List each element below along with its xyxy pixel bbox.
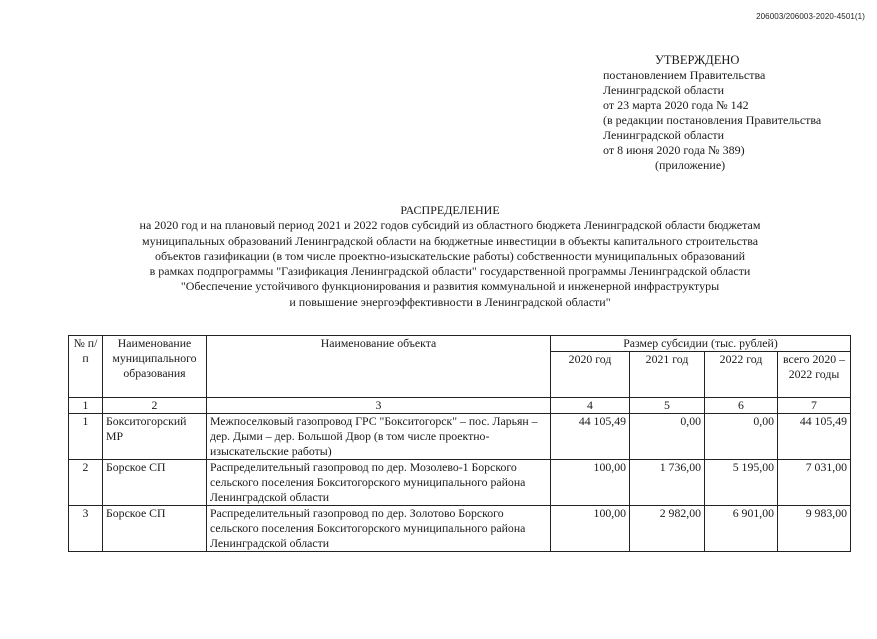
- row-2022: 0,00: [705, 414, 778, 460]
- document-title: [100, 203, 800, 310]
- table-row: [69, 460, 851, 506]
- header-2020: 2020 год: [551, 352, 630, 398]
- header-municipality: Наименование муниципального образования: [103, 336, 207, 398]
- row-2020: 100,00: [551, 506, 630, 552]
- title-line: "Обеспечение устойчивого функционирования и развития коммунальной и инженерной инфраструктуры: [180, 279, 720, 294]
- row-object: Распределительный газопровод по дер. Мозолево-1 Борского сельского поселения Бокситогорского муниципального района Ленинградской области: [207, 460, 551, 506]
- row-2021: 0,00: [630, 414, 705, 460]
- row-num: 1: [69, 414, 103, 460]
- row-2020: 44 105,49: [551, 414, 630, 460]
- header-subsidy: Размер субсидии (тыс. рублей): [551, 336, 851, 352]
- approval-line: постановлением Правительства: [603, 68, 766, 82]
- approval-stamp: [603, 53, 863, 173]
- title-line: муниципальных образований Ленинградской области на бюджетные инвестиции в объекты капитального строительства: [141, 233, 759, 248]
- row-2021: 2 982,00: [630, 506, 705, 552]
- row-municipality: Борское СП: [103, 506, 207, 552]
- header-2021: 2021 год: [630, 352, 705, 398]
- row-2022: 5 195,00: [705, 460, 778, 506]
- row-total: 44 105,49: [778, 414, 851, 460]
- row-total: 7 031,00: [778, 460, 851, 506]
- approval-line: от 23 марта 2020 года № 142: [603, 98, 749, 112]
- row-object: Распределительный газопровод по дер. Золотово Борского сельского поселения Бокситогорского муниципального района Ленинградской области: [207, 506, 551, 552]
- column-number: 2: [103, 398, 207, 414]
- subsidy-table: [68, 335, 851, 552]
- table-row: [69, 414, 851, 460]
- column-number: 5: [630, 398, 705, 414]
- column-number: 7: [778, 398, 851, 414]
- table-row: [69, 506, 851, 552]
- row-num: 3: [69, 506, 103, 552]
- approval-appendix: (приложение): [655, 158, 726, 172]
- document-id: 206003/206003-2020-4501(1): [756, 12, 865, 21]
- row-2022: 6 901,00: [705, 506, 778, 552]
- approval-line: (в редакции постановления Правительства: [603, 113, 822, 127]
- column-number: 6: [705, 398, 778, 414]
- row-object: Межпоселковый газопровод ГРС "Бокситогорск" – пос. Ларьян – дер. Дыми – дер. Большой Двор (в том числе проектно-изыскательские работы): [207, 414, 551, 460]
- row-municipality: Борское СП: [103, 460, 207, 506]
- title-line: на 2020 год и на плановый период 2021 и 2022 годов субсидий из областного бюджета Ленинградской области бюджетам: [139, 218, 761, 233]
- row-2021: 1 736,00: [630, 460, 705, 506]
- header-2022: 2022 год: [705, 352, 778, 398]
- row-2020: 100,00: [551, 460, 630, 506]
- approval-heading: УТВЕРЖДЕНО: [655, 53, 740, 67]
- title-line: и повышение энергоэффективности в Ленинградской области": [289, 294, 611, 309]
- approval-line: Ленинградской области: [603, 128, 725, 142]
- row-total: 9 983,00: [778, 506, 851, 552]
- approval-line: Ленинградской области: [603, 83, 725, 97]
- column-number: 4: [551, 398, 630, 414]
- title-line: объектов газификации (в том числе проектно-изыскательские работы) собственности муниципальных образований: [154, 248, 746, 263]
- header-num: № п/п: [69, 336, 103, 398]
- row-num: 2: [69, 460, 103, 506]
- approval-line: от 8 июня 2020 года № 389): [603, 143, 745, 157]
- column-number-row: [69, 398, 851, 414]
- header-total: всего 2020 – 2022 годы: [778, 352, 851, 398]
- column-number: 3: [207, 398, 551, 414]
- title-line: в рамках подпрограммы "Газификация Ленинградской области" государственной программы Ленинградской области: [149, 264, 751, 279]
- title-heading: РАСПРЕДЕЛЕНИЕ: [400, 203, 500, 217]
- header-object: Наименование объекта: [207, 336, 551, 398]
- column-number: 1: [69, 398, 103, 414]
- row-municipality: Бокситогорский МР: [103, 414, 207, 460]
- header-row: [69, 336, 851, 352]
